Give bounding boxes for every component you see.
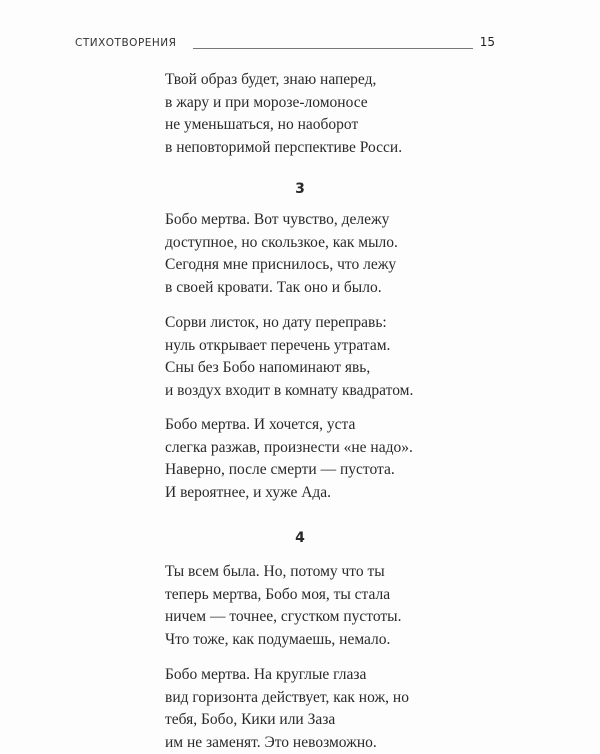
verse-line: Сорви листок, но дату переправь: — [165, 312, 413, 335]
stanza — [165, 312, 413, 402]
verse-line: слегка разжав, произнести «не надо». — [165, 437, 413, 460]
stanza — [165, 561, 401, 651]
verse-line: Ты всем была. Но, потому что ты — [165, 561, 401, 584]
verse-line: Что тоже, как подумаешь, немало. — [165, 629, 401, 652]
stanza — [165, 414, 413, 504]
running-head-title: СТИХОТВОРЕНИЯ — [75, 37, 176, 49]
section-number: 4 — [0, 530, 600, 546]
verse-line: доступное, но скользкое, как мыло. — [165, 232, 398, 255]
verse-line: и воздух входит в комнату квадратом. — [165, 380, 413, 403]
stanza — [165, 664, 409, 754]
stanza — [165, 69, 402, 159]
verse-line: ничем — точнее, сгустком пустоты. — [165, 606, 401, 629]
verse-line: Твой образ будет, знаю наперед, — [165, 69, 402, 92]
verse-line: Бобо мертва. Вот чувство, дележу — [165, 209, 398, 232]
verse-line: вид горизонта действует, как нож, но — [165, 687, 409, 710]
running-head — [75, 37, 495, 55]
running-head-rule — [193, 48, 473, 49]
verse-line: Бобо мертва. На круглые глаза — [165, 664, 409, 687]
verse-line: Сегодня мне приснилось, что лежу — [165, 254, 398, 277]
verse-line: им не заменят. Это невозможно. — [165, 732, 409, 754]
verse-line: не уменьшаться, но наоборот — [165, 114, 402, 137]
verse-line: Наверно, после смерти — пустота. — [165, 459, 413, 482]
verse-line: теперь мертва, Бобо моя, ты стала — [165, 584, 401, 607]
stanza — [165, 209, 398, 299]
verse-line: тебя, Бобо, Кики или Заза — [165, 709, 409, 732]
verse-line: в своей кровати. Так оно и было. — [165, 277, 398, 300]
verse-line: нуль открывает перечень утратам. — [165, 335, 413, 358]
verse-line: в жару и при морозе-ломоносе — [165, 92, 402, 115]
section-number: 3 — [0, 181, 600, 197]
verse-line: Сны без Бобо напоминают явь, — [165, 357, 413, 380]
verse-line: И вероятнее, и хуже Ада. — [165, 482, 413, 505]
page-number: 15 — [480, 35, 495, 49]
verse-line: Бобо мертва. И хочется, уста — [165, 414, 413, 437]
verse-line: в неповторимой перспективе Росси. — [165, 137, 402, 160]
